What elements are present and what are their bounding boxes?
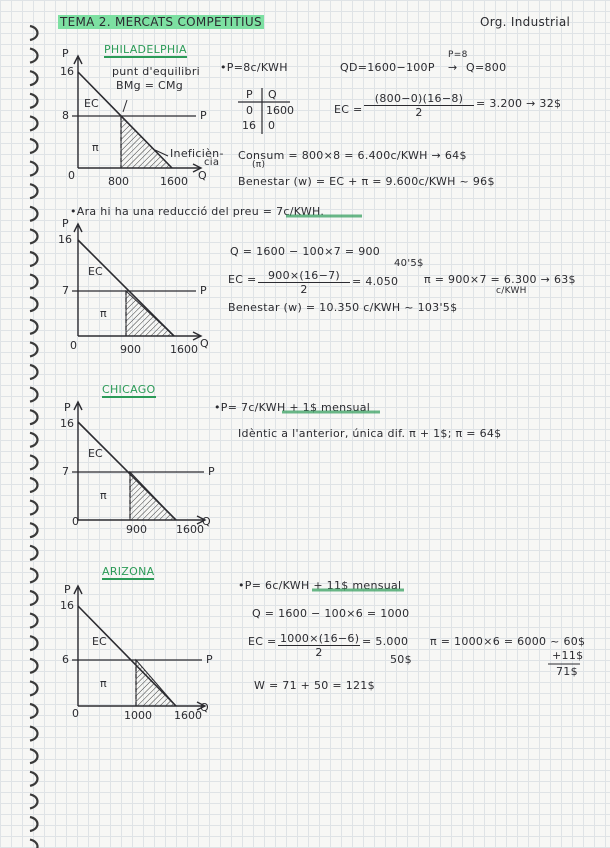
ec-denominator: 2 [315,646,323,659]
q-axis-label: Q [200,337,209,350]
y-tick-price: 8 [62,109,69,122]
inefficiency-note: Ineficièn- [170,147,224,160]
welfare-line: Benestar (w) = 10.350 c/KWH ~ 103'5$ [228,301,458,314]
quantity-equation: Q = 1600 − 100×6 = 1000 [252,607,410,620]
table-cell: 0 [268,119,275,132]
ec-dollars: 40'5$ [394,258,424,269]
x-tick-eq: 900 [126,523,147,536]
table-cell: 1600 [266,104,294,117]
ec-formula-label: EC = [248,635,277,648]
x-tick-max: 1600 [160,175,188,188]
origin-label: 0 [68,169,75,182]
price-line-label: P [200,284,207,297]
section-title-arizona: ARIZONA [102,566,154,580]
pi-label: π [100,677,107,690]
price-statement: •P= 6c/KWH + 11$ mensual [238,579,402,592]
q-axis-label: Q [198,169,207,182]
y-tick-price: 7 [62,465,69,478]
section-title-chicago: CHICAGO [102,384,156,398]
subject-label: Org. Industrial [480,15,571,29]
q-axis-label: Q [202,515,211,528]
section-title-philadelphia: PHILADELPHIA [104,44,187,58]
demand-equation: QD=1600−100P [340,61,435,74]
ec-label: EC [92,635,107,648]
ec-denominator: 2 [300,283,308,296]
x-tick-max: 1600 [170,343,198,356]
origin-label: 0 [72,707,79,720]
x-tick-max: 1600 [174,709,202,722]
ec-denominator: 2 [415,106,423,119]
identical-note: Idèntic a l'anterior, única dif. π + 1$; π = 64$ [238,427,502,440]
pi-label: π [92,141,99,154]
ec-label: EC [88,265,103,278]
inefficiency-note-2: cia [204,157,220,168]
ec-dollars: 50$ [390,653,412,666]
x-tick-eq: 800 [108,175,129,188]
x-tick-eq: 1000 [124,709,152,722]
table-header-q: Q [268,88,277,101]
y-tick-top: 16 [58,233,72,246]
profit-equation: π = 1000×6 = 6000 ~ 60$ [430,635,586,648]
ec-label: EC [84,97,99,110]
p-axis-label: P [62,217,69,230]
equilibrium-condition: BMg = CMg [116,79,184,92]
profit-unit: c/KWH [496,286,527,296]
y-tick-top: 16 [60,65,74,78]
demand-arrow-label: P=8 [448,50,468,60]
price-line-label: P [200,109,207,122]
price-line-label: P [206,653,213,666]
x-tick-max: 1600 [176,523,204,536]
pi-label: π [100,307,107,320]
ec-result: = 5.000 [362,635,409,648]
origin-label: 0 [72,515,79,528]
quantity-equation: Q = 1600 − 100×7 = 900 [230,245,381,258]
price-statement: •P=8c/KWH [220,61,288,74]
profit-equation: π = 900×7 = 6.300 → 63$ [424,273,576,286]
y-tick-top: 16 [60,417,74,430]
welfare-line: Benestar (w) = EC + π = 9.600c/KWH ~ 96$ [238,175,495,188]
q-axis-label: Q [200,701,209,714]
origin-label: 0 [70,339,77,352]
y-tick-price: 6 [62,653,69,666]
ec-numerator: 1000×(16−6) [280,632,360,645]
demand-result: Q=800 [466,61,507,74]
ec-formula-label: EC = [334,103,363,116]
ec-label: EC [88,447,103,460]
page-title: TEMA 2. MERCATS COMPETITIUS [60,15,262,29]
profit-total: 71$ [556,665,578,678]
x-tick-eq: 900 [120,343,141,356]
p-axis-label: P [64,401,71,414]
y-tick-price: 7 [62,284,69,297]
consumption-pi: (π) [252,160,266,170]
arrow-icon: → [448,61,458,74]
ec-result: = 3.200 → 32$ [476,97,562,110]
ec-numerator: 900×(16−7) [258,269,350,283]
table-cell: 16 [242,119,256,132]
consumption-line: Consum = 800×8 = 6.400c/KWH → 64$ [238,149,467,162]
p-axis-label: P [62,47,69,60]
ec-result: = 4.050 [352,275,399,288]
p-axis-label: P [64,583,71,596]
reduction-note: •Ara hi ha una reducció del preu = 7c/KWH. [70,205,325,218]
profit-plus: +11$ [552,649,584,662]
pi-label: π [100,489,107,502]
ec-formula-label: EC = [228,273,257,286]
price-statement: •P= 7c/KWH + 1$ mensual [214,401,371,414]
price-line-label: P [208,465,215,478]
table-header-p: P [246,88,253,101]
equilibrium-note: punt d'equilibri [112,65,200,78]
table-cell: 0 [246,104,253,117]
y-tick-top: 16 [60,599,74,612]
ec-numerator: (800−0)(16−8) [364,92,474,106]
welfare-line: W = 71 + 50 = 121$ [254,679,375,692]
